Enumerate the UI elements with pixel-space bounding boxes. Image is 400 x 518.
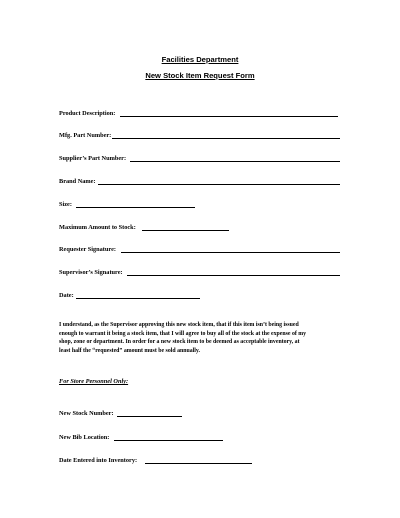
statement-line: shop, zone or department. In order for a new stock item to be deemed as acceptable inventory, at xyxy=(59,339,300,346)
date-entered-label: Date Entered into Inventory: xyxy=(59,457,138,464)
brand-name-label: Brand Name: xyxy=(59,178,96,185)
date-label: Date: xyxy=(59,292,74,299)
mfg-part-number-field[interactable] xyxy=(112,138,340,139)
date-row xyxy=(59,290,201,302)
product-description-row xyxy=(59,108,339,120)
product-description-label: Product Description: xyxy=(59,110,116,117)
statement-line: I understand, as the Supervisor approving this new stock item, that if this item isn’t being issued xyxy=(59,322,299,328)
new-stock-number-field[interactable] xyxy=(117,416,182,417)
requester-signature-row xyxy=(59,244,341,256)
brand-name-field[interactable] xyxy=(98,184,340,185)
date-field[interactable] xyxy=(76,298,200,299)
department-heading: Facilities Department xyxy=(161,55,239,64)
size-label: Size: xyxy=(59,201,72,208)
brand-name-row xyxy=(59,176,341,188)
maximum-amount-field[interactable] xyxy=(142,230,229,231)
supplier-part-number-field[interactable] xyxy=(130,161,340,162)
form-title: New Stock Item Request Form xyxy=(145,71,255,80)
size-row xyxy=(59,199,196,211)
statement-line: enough to warrant it being a stock item, that I will agree to buy all of the stock at the expense of my xyxy=(59,330,307,337)
statement-line: least half the “requested” amount must be sold annually. xyxy=(59,347,200,354)
new-bib-location-field[interactable] xyxy=(114,440,223,441)
maximum-amount-label: Maximum Amount to Stock: xyxy=(59,224,136,231)
supervisor-signature-label: Supervisor’s Signature: xyxy=(59,269,123,276)
requester-signature-field[interactable] xyxy=(121,252,340,253)
supervisor-signature-field[interactable] xyxy=(127,275,340,276)
size-field[interactable] xyxy=(76,207,195,208)
mfg-part-number-label: Mfg. Part Number: xyxy=(59,132,112,139)
store-personnel-heading: For Store Personnel Only: xyxy=(59,378,129,385)
new-stock-number-row xyxy=(59,408,183,420)
mfg-part-number-row xyxy=(59,130,341,142)
date-entered-row xyxy=(59,455,253,467)
requester-signature-label: Requester Signature: xyxy=(59,246,116,253)
supervisor-statement xyxy=(59,321,346,355)
product-description-field[interactable] xyxy=(120,116,338,117)
maximum-amount-row xyxy=(59,222,230,234)
new-bib-location-label: New Bib Location: xyxy=(59,434,110,441)
supervisor-signature-row xyxy=(59,267,341,279)
new-stock-number-label: New Stock Number: xyxy=(59,410,114,417)
supplier-part-number-row xyxy=(59,153,341,165)
new-bib-location-row xyxy=(59,432,224,444)
date-entered-field[interactable] xyxy=(145,463,252,464)
supplier-part-number-label: Supplier’s Part Number: xyxy=(59,155,127,162)
